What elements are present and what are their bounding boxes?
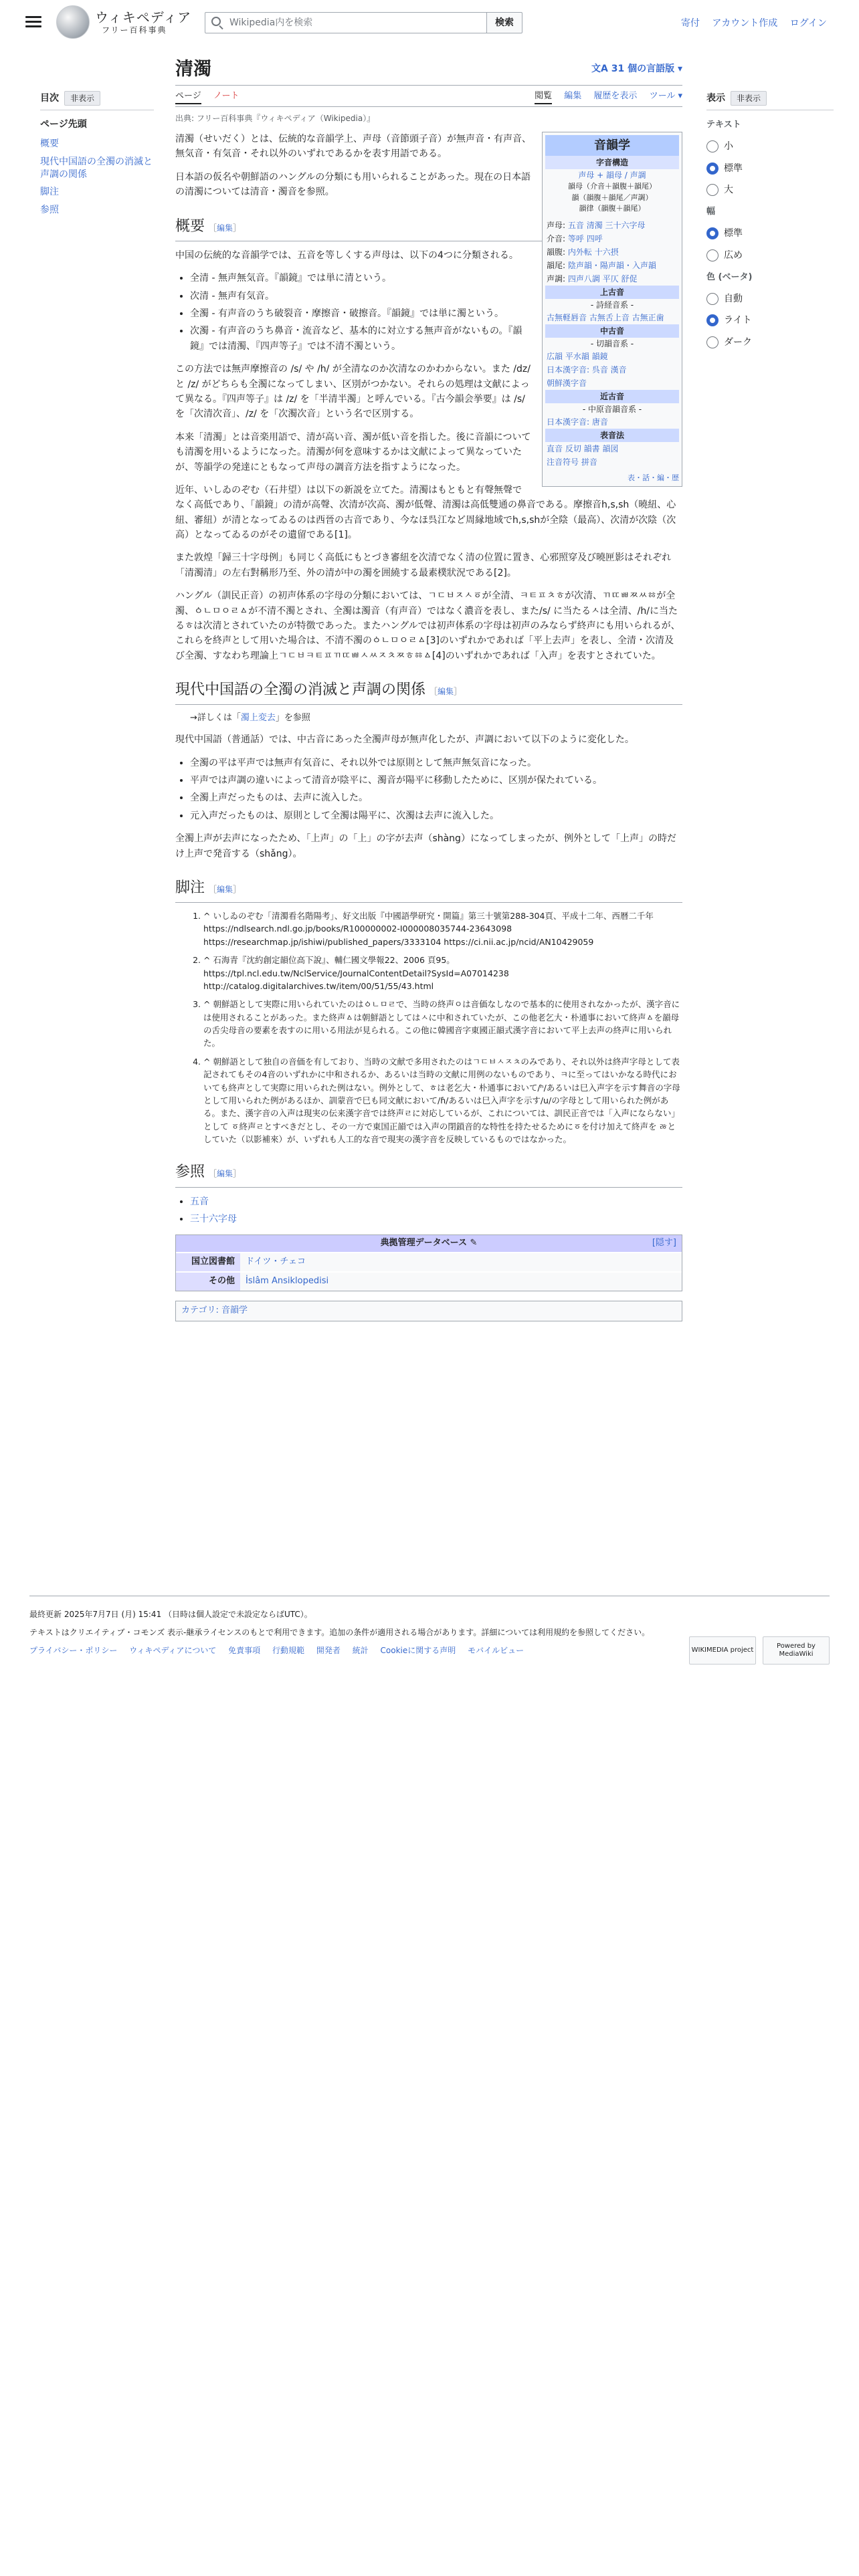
table-of-contents — [40, 91, 154, 222]
toc-hide-button[interactable]: 非表示 — [64, 91, 100, 106]
infobox-line[interactable]: - 詩経音系 - — [590, 300, 634, 310]
search-input[interactable]: Wikipedia内を検索 — [205, 12, 487, 33]
last-updated: 最終更新 2025年7月7日 (月) 15:41 （日時は個人設定で未設定ならばUTC）。 — [29, 1610, 312, 1619]
color-light-label: ライト — [724, 315, 752, 326]
wikipedia-logo-icon[interactable] — [56, 5, 90, 39]
text-small-label: 小 — [724, 141, 733, 152]
paragraph: 近年、いしゐのぞむ（石井望）は以下の新説を立てた。清濁はもともと有聲無聲で なく高低であり、「韻鏡」の清が高聲、次清が次高、濁が低聲、清濁は高低雙通の鼻音である。摩擦音h,s,sh（曉紐、心紐、審紐）が清となってゐるのは西晉の古音であり、今なほ呉江など周縁地域でh,s,shが全陰（最高）、次清が次陰（次高）となってゐるのがその遺留である[1]。 — [175, 484, 676, 541]
authority-title[interactable]: 典拠管理データベース — [380, 1238, 467, 1249]
appearance-hide-button[interactable]: 非表示 — [731, 91, 767, 106]
infobox-line[interactable]: 直音 反切 韻書 韻図 — [547, 443, 619, 453]
mediawiki-badge-icon[interactable]: Powered by MediaWiki — [763, 1636, 830, 1665]
paragraph: 本来「清濁」とは音楽用語で、清が高い音、濁が低い音を指した。後に音韻についても清濁を用いるようになった。清濁が何を意味するかは文献によって異なっていたが、等韻学の発達にともなって声母の調音方法を指すようになった。 — [175, 431, 531, 473]
source-line: 出典: フリー百科事典『ウィキペディア（Wikipedia）』 — [175, 113, 375, 123]
footer-link[interactable]: 統計 — [352, 1646, 369, 1656]
category-links — [175, 1301, 682, 1321]
text-size-label: テキスト — [706, 120, 741, 130]
width-wide-label: 広め — [724, 249, 743, 261]
search-icon — [211, 17, 221, 26]
footer-link[interactable]: Cookieに関する声明 — [380, 1646, 456, 1656]
references-list — [175, 909, 682, 1146]
width-label: 幅 — [706, 207, 716, 217]
user-links — [672, 16, 827, 31]
see-also-link[interactable]: 三十六字母 — [190, 1214, 237, 1225]
infobox-line: 韻（韻腹＋韻尾／声調） — [571, 193, 653, 202]
tab-tools[interactable]: ツール ▾ — [649, 91, 682, 102]
see-also-link[interactable]: 五音 — [190, 1196, 209, 1207]
authority-value[interactable]: İslâm Ansiklopedisi — [240, 1273, 682, 1291]
logo-title[interactable]: ウィキペディア — [95, 9, 192, 25]
site-header — [0, 0, 859, 43]
text-large-radio[interactable] — [706, 184, 719, 196]
tab-page[interactable]: ページ — [175, 91, 201, 104]
infobox-line: 韻律（韻腹＋韻尾） — [579, 204, 646, 213]
donate-link[interactable]: 寄付 — [680, 18, 700, 29]
footer-link[interactable]: 行動規範 — [272, 1646, 305, 1656]
list-item: • 全濁 - 有声音のうち破裂音・摩擦音・破擦音。『韻鏡』では単に濁という。 — [190, 306, 682, 321]
infobox-section-structure: 字音構造 — [545, 156, 679, 169]
color-auto-label: 自動 — [724, 293, 743, 304]
main-content — [175, 58, 682, 1321]
intro-paragraph: 清濁（せいだく）とは、伝統的な音韻学上、声母（音節頭子音）が無声音・有声音、無気音・有気音・それ以外のいずれであるかを表す用語である。 — [175, 134, 531, 160]
language-button[interactable]: 文A 31 個の言語版 ▾ — [591, 64, 682, 75]
tab-read[interactable]: 閲覧 — [535, 91, 552, 104]
paragraph: また敦煌「歸三十字母例」も同じく高低にもとづき審紐を次清でなく清の位置に置き、心邪照穿及び曉匣影はそれぞれ「清濁清」の左右對稱形乃至、外の清が中の濁を囲繞する最素樸狀況である[2]。 — [175, 552, 672, 578]
reference-item: 3. ^ 朝鮮語として実際に用いられていたのはㆁㄴㅁㄹで、当時の終声ㅇは音価なしなので基本的に使用されなかったが、漢字音には使用されることがあった。また終声ㅿは朝鮮語としてはㅅに中和されていたが、この他老乞大・朴通事において終声ㅿを韻母の舌尖母音の要素を表すのに用いる用法が見られる。この他に韓國音字東國正韻式漢字音において平上去声の終声に用いられた。 — [203, 998, 682, 1050]
infobox-line[interactable]: 古無軽唇音 古無舌上音 古無正歯 — [547, 312, 664, 322]
toc-item-overview[interactable]: 概要 — [40, 138, 59, 149]
text-standard-radio[interactable] — [706, 163, 719, 175]
list-item: • 全清 - 無声無気音。『韻鏡』では単に清という。 — [190, 271, 682, 286]
footer-link[interactable]: プライバシー・ポリシー — [29, 1646, 118, 1656]
text-small-radio[interactable] — [706, 140, 719, 152]
list-item: • 全濁の平は平声では無声有気音に、それ以外では原則として無声無気音になった。 — [190, 756, 682, 770]
edit-link[interactable]: 編集 — [438, 687, 454, 697]
color-dark-radio[interactable] — [706, 336, 719, 348]
page-footer — [29, 1596, 830, 1658]
footer-link[interactable]: 免責事項 — [228, 1646, 261, 1656]
infobox-section-notation: 表音法 — [545, 429, 679, 442]
list-item: • 次濁 - 有声音のうち鼻音・流音など、基本的に対立する無声音がないもの。『韻鏡』では清濁、『四声等子』では不清不濁という。 — [190, 324, 682, 354]
modern-list — [175, 756, 682, 824]
hatnote-link[interactable]: 濁上変去 — [240, 713, 276, 724]
create-account-link[interactable]: アカウント作成 — [712, 18, 778, 29]
intro-paragraph: 日本語の仮名や朝鮮語のハングルの分類にも用いられることがあった。現在の日本語の清濁については清音・濁音を参照。 — [175, 171, 531, 198]
toc-item-notes[interactable]: 脚注 — [40, 187, 59, 198]
tab-history[interactable]: 履歴を表示 — [593, 91, 638, 102]
infobox-row: 韻腹: 内外転 十六摂 — [547, 247, 619, 257]
authority-hide-button[interactable]: [隠す] — [652, 1238, 676, 1249]
paragraph: 全濁上声が去声になったため、「上声」の「上」の字が去声（shàng）になってしまったが、例外として「上声」の時だけ上声で発音する（shǎng）。 — [175, 833, 676, 859]
paragraph: 現代中国語（普通話）では、中古音にあった全濁声母が無声化したが、声調において以下のように変化した。 — [175, 734, 634, 746]
paragraph: この方法では無声摩擦音の /s/ や /h/ が全清なのか次清なのかわからない。また /dz/ と /z/ がどちらも全濁になってしまい、区別がつかない。それらの処理は文献によって異なる。『四声等子』は /z/ を「半清半濁」と呼んでいる。『古今韻会挙要』は /s/ を「次清次音」、/z/ を「次濁次音」という名で区別する。 — [175, 364, 531, 420]
reference-item: 2. ^ 石海青『沈約創定韻位高下說』、輔仁國文學報22、2006 頁95。 https://tpl.ncl.edu.tw/NclService/JournalContentDetail?SysId=A07014238 http://catalog.digitalarchives.tw/item/00/51/55/43.html — [203, 954, 682, 992]
color-label: 色 (ベータ) — [706, 272, 753, 282]
toc-item-modern[interactable]: 現代中国語の全濁の消滅と声調の関係 — [40, 156, 153, 180]
edit-link[interactable]: 編集 — [217, 1169, 233, 1179]
infobox-line: 韻母（介音＋韻腹＋韻尾） — [568, 182, 656, 191]
authority-key: その他 — [176, 1273, 240, 1291]
list-item: • 全濁上声だったものは、去声に流入した。 — [190, 790, 682, 805]
category-link[interactable]: カテゴリ: 音韻学 — [181, 1305, 248, 1315]
color-light-radio[interactable] — [706, 314, 719, 326]
edit-link[interactable]: 編集 — [217, 884, 233, 894]
color-dark-label: ダーク — [724, 336, 752, 348]
page-title: 清濁 — [175, 59, 211, 80]
tab-edit[interactable]: 編集 — [564, 91, 582, 102]
text-large-label: 大 — [724, 184, 733, 195]
see-also-list — [175, 1194, 682, 1227]
reference-item: 1. ^ いしゐのぞむ「清濁看名階陽考」、好文出版『中國語學研究・開篇』第三十號第288-304頁、平成十二年、西暦二千年 https://ndlsearch.ndl.go.jp/books/R100000002-I000008035744-23643098 https://researchmap.jp/ishiwi/published_papers/3333104 https://ci.nii.ac.jp/ncid/AN10429059 — [203, 909, 682, 948]
infobox-line[interactable]: - 切韻音系 - — [590, 338, 634, 348]
list-item: • 次清 - 無声有気音。 — [190, 289, 682, 304]
infobox-title[interactable]: 音韻学 — [545, 135, 679, 156]
license-text: テキストはクリエイティブ・コモンズ 表示-継承ライセンスのもとで利用できます。追加の条件が適用される場合があります。詳細については利用規約を参照してください。 — [29, 1628, 650, 1638]
infobox-line[interactable]: - 中原音韻音系 - — [582, 404, 642, 414]
infobox-section-modern[interactable]: 近古音 — [545, 390, 679, 403]
infobox-line[interactable]: 日本漢字音: 呉音 漢音 — [547, 364, 627, 374]
infobox-line[interactable]: 朝鮮漢字音 — [547, 378, 587, 388]
section-heading-notes: 脚注 ［編集］ — [175, 876, 682, 903]
color-auto-radio[interactable] — [706, 293, 719, 305]
text-standard-label: 標準 — [724, 163, 743, 174]
edit-link[interactable]: 編集 — [217, 223, 233, 233]
footer-link[interactable]: ウィキペディアについて — [129, 1646, 217, 1656]
footer-link[interactable]: 開発者 — [316, 1646, 341, 1656]
width-wide-radio[interactable] — [706, 249, 719, 261]
search-button[interactable]: 検索 — [486, 12, 522, 33]
width-standard-label: 標準 — [724, 228, 743, 239]
infobox-line[interactable]: 声母 + 韻母 / 声調 — [578, 171, 646, 181]
appearance-title: 表示 — [706, 93, 725, 104]
infobox-section-middle[interactable]: 中古音 — [545, 324, 679, 338]
infobox-line[interactable]: 日本漢字音: 唐音 — [547, 417, 608, 427]
authority-value[interactable]: ドイツ・チェコ — [240, 1253, 682, 1271]
width-standard-radio[interactable] — [706, 227, 719, 239]
list-item: • 平声では声調の違いによって清音が陰平に、濁音が陽平に移動したために、区別が保たれている。 — [190, 773, 682, 788]
section-heading-modern: 現代中国語の全濁の消滅と声調の関係 ［編集］ — [175, 678, 682, 705]
infobox-row: 声調: 四声八調 平仄 舒促 — [547, 274, 638, 284]
list-item: • 元入声だったものは、原則として全濁は陽平に、次濁は去声に流入した。 — [190, 809, 682, 823]
logo-subtitle: フリー百科事典 — [102, 25, 167, 35]
paragraph: ハングル（訓民正音）の初声体系の字母の分類においては、ㄱㄷㅂㅈㅅㆆが全清、ㅋㅌㅍㅊㅎが次清、ㄲㄸㅃㅉㅆㆅが全濁、ㆁㄴㅁㅇㄹㅿが不清不濁とされ、全濁は濁音（有声音）ではなく濃音を表し、また/s/ に当たるㅅは全清、/h/に当たるㅎは次清とされていたのが特徴であった。またハングルでは初声体系の字母は初声のみならず終声にも用いられるが、これらを終声として用いた場合は、不清不濁のㆁㄴㅁㅇㄹㅿ[3]のいずれかであれば「平上去声」を表し、全清・次清及び全濁、すなわち理論上ㄱㄷㅂㅋㅌㅍㄲㄸㅃㅅㅆㅈㅊㅉㅎㆅㅿ[4]のいずれかであれば「入声」を表すとされていた。 — [175, 591, 680, 661]
footer-link[interactable]: モバイルビュー — [468, 1646, 524, 1656]
login-link[interactable]: ログイン — [789, 18, 827, 29]
infobox-row: 韻尾: 陰声韻・陽声韻・入声韻 — [547, 260, 656, 270]
page-tabs — [175, 86, 682, 107]
toc-title: 目次 — [40, 93, 59, 104]
section-heading-see: 参照 ［編集］ — [175, 1160, 682, 1187]
reference-item: 4. ^ 朝鮮語として独自の音価を有しており、当時の文献で多用されたのはㄱㄷㅂㅅㅈㅊのみであり、それ以外は終声字母として表記されてもその4音のいずれかに中和されるか、あるいは当時の文献に用例のないものであり、ㅋに至ってはいかなる時代においても終声として実際に用いられた例はない。例外として、ㅎは老乞大・朴通事において/ʰ/あるいは巳入声字を示す舞音の字母として用いられた例があるほか、訓蒙音で巳も同文献において/ɦ/あるいは巳入声字を示す/u/の字母として用いられた例がある。また、漢字音の入声は現実の伝来漢字音では終声ㄹに対応しているが、これについては、訓民正音では「入声にならない」として ㆆ終声ㄹとすべきだとし、その一方で東国正韻では入声の閉鎖音的な特性を持たせるためにㆆを付け加えて終声を ㅀとしていた（以影補來）が、いずれも人工的な音で現実の漢字音を反映しているものではなかった。 — [203, 1055, 682, 1146]
infobox-nav-links[interactable]: 表・話・編・歴 — [628, 473, 679, 482]
tab-talk[interactable]: ノート — [213, 91, 240, 102]
authority-control: 典拠管理データベース ✎ [隠す] 国立図書館 ドイツ・チェコ その他 İslâm Ansiklopedisi — [175, 1235, 682, 1291]
main-menu-icon[interactable] — [25, 13, 41, 28]
infobox-section-old[interactable]: 上古音 — [545, 286, 679, 299]
infobox — [542, 132, 682, 487]
section-heading-overview: 概要 ［編集］ — [175, 215, 682, 241]
hatnote: →詳しくは「濁上変去」を参照 — [190, 713, 310, 724]
infobox-line[interactable]: 注音符号 拼音 — [547, 457, 597, 467]
infobox-line[interactable]: 広韻 平水韻 韻鏡 — [547, 351, 608, 361]
infobox-row: 声母: 五音 清濁 三十六字母 — [547, 220, 646, 230]
wikimedia-badge-icon[interactable]: WIKIMEDIA project — [689, 1636, 756, 1665]
paragraph: 中国の伝統的な音韻学では、五音を等しくする声母は、以下の4つに分類される。 — [175, 249, 518, 261]
appearance-panel — [706, 91, 834, 356]
toc-item-see[interactable]: 参照 — [40, 205, 59, 216]
infobox-row: 介音: 等呼 四呼 — [547, 233, 603, 243]
toc-item-top[interactable]: ページ先頭 — [40, 119, 87, 130]
authority-key: 国立図書館 — [176, 1253, 240, 1271]
